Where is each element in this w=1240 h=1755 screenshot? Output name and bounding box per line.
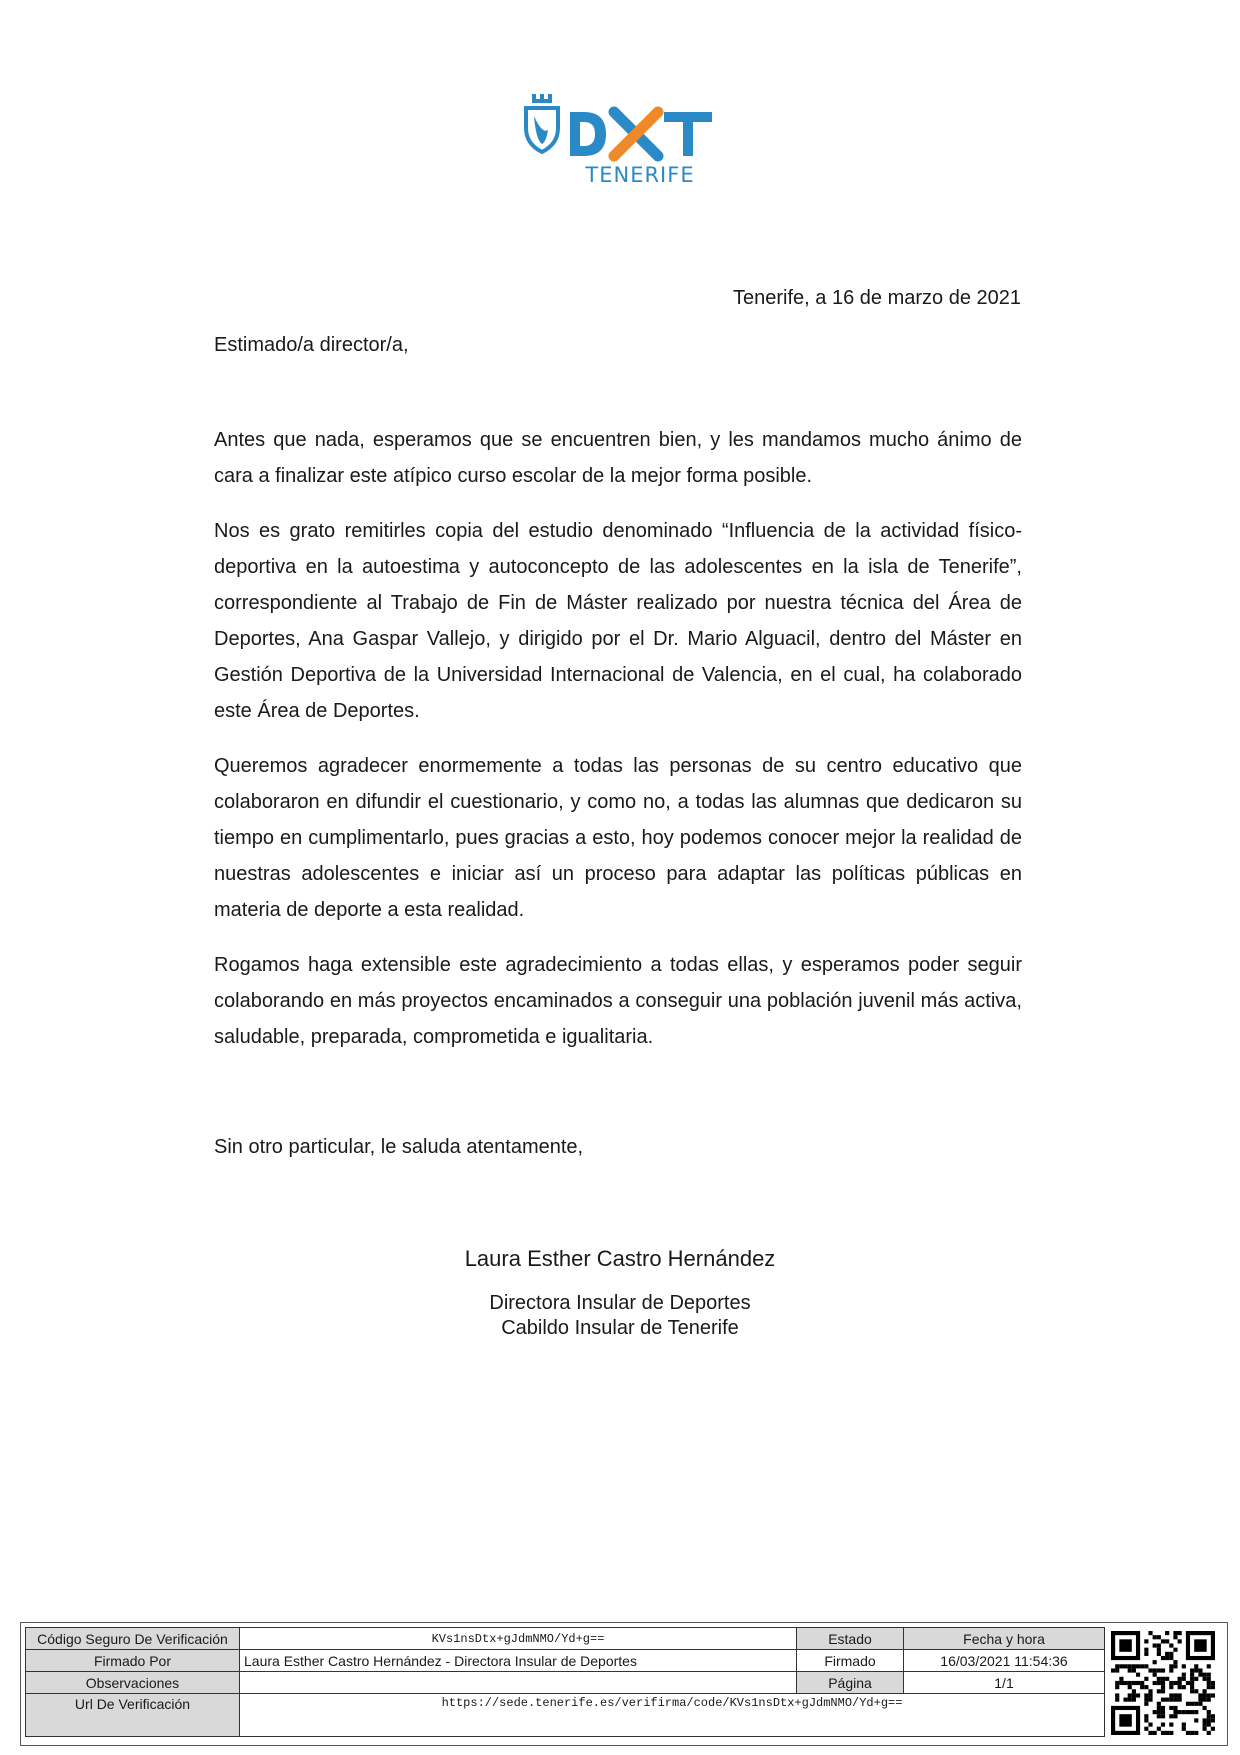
- letter-body: [214, 422, 1022, 1074]
- estado-value: Firmado: [797, 1650, 904, 1672]
- letter-date: Tenerife, a 16 de marzo de 2021: [733, 287, 1021, 309]
- paragraph-4: Rogamos haga extensible este agradecimiento a todas ellas, y esperamos poder seguir colaborando en más proyectos encaminados a conseguir una población juvenil más activa, saludable, preparada, comprometida e igualitaria.: [214, 954, 1022, 1048]
- csv-value: KVs1nsDtx+gJdmNMO/Yd+g==: [240, 1628, 797, 1650]
- paragraph-2: Nos es grato remitirles copia del estudio denominado “Influencia de la actividad físico-deportiva en la autoestima y autoconcepto de las adolescentes en la isla de Tenerife”, correspondiente al Trabajo de Fin de Máster realizado por nuestra técnica del Área de Deportes, Ana Gaspar Vallejo, y dirigido por el Dr. Mario Alguacil, dentro del Máster en Gestión Deportiva de la Universidad Internacional de Valencia, en el cual, ha colaborado este Área de Deportes.: [214, 520, 1022, 722]
- qr-code-icon: [1111, 1631, 1215, 1735]
- verification-box: [20, 1622, 1228, 1746]
- verification-table: [25, 1627, 1105, 1737]
- signer-name: Laura Esther Castro Hernández: [464, 1246, 776, 1271]
- paragraph-3: Queremos agradecer enormemente a todas las personas de su centro educativo que colaboraron en difundir el cuestionario, y como no, a todas las alumnas que dedicaron su tiempo en cumplimentarlo, pues gracias a esto, hoy podemos conocer mejor la realidad de nuestras adolescentes e iniciar así un proceso para adaptar las políticas públicas en materia de deporte a esta realidad.: [214, 755, 1022, 921]
- logo-subtitle: TENERIFE: [585, 163, 695, 187]
- paragraph-1: Antes que nada, esperamos que se encuentren bien, y les mandamos mucho ánimo de cara a finalizar este atípico curso escolar de la mejor forma posible.: [214, 429, 1022, 487]
- letter-closing: Sin otro particular, le saluda atentamente,: [214, 1136, 584, 1158]
- observaciones-label: Observaciones: [26, 1672, 240, 1694]
- fecha-value: 16/03/2021 11:54:36: [904, 1650, 1105, 1672]
- url-label: Url De Verificación: [26, 1694, 240, 1737]
- pagina-value: 1/1: [904, 1672, 1105, 1694]
- firmado-por-label: Firmado Por: [26, 1650, 240, 1672]
- firmado-por-value: Laura Esther Castro Hernández - Directora Insular de Deportes: [240, 1650, 797, 1672]
- dxt-tenerife-logo: [518, 90, 718, 190]
- crest-icon: [526, 94, 558, 152]
- estado-label: Estado: [797, 1628, 904, 1650]
- fecha-label: Fecha y hora: [904, 1628, 1105, 1650]
- signer-role: Directora Insular de Deportes: [489, 1292, 751, 1314]
- signature-block: [0, 1246, 1240, 1341]
- url-value[interactable]: https://sede.tenerife.es/verifirma/code/KVs1nsDtx+gJdmNMO/Yd+g==: [240, 1694, 1105, 1737]
- csv-label: Código Seguro De Verificación: [26, 1628, 240, 1650]
- signer-organization: Cabildo Insular de Tenerife: [501, 1317, 739, 1339]
- letter-greeting: Estimado/a director/a,: [214, 334, 409, 356]
- logo-graphic: [518, 90, 718, 190]
- observaciones-value: [240, 1672, 797, 1694]
- pagina-label: Página: [797, 1672, 904, 1694]
- logo-letter-d: [570, 112, 606, 156]
